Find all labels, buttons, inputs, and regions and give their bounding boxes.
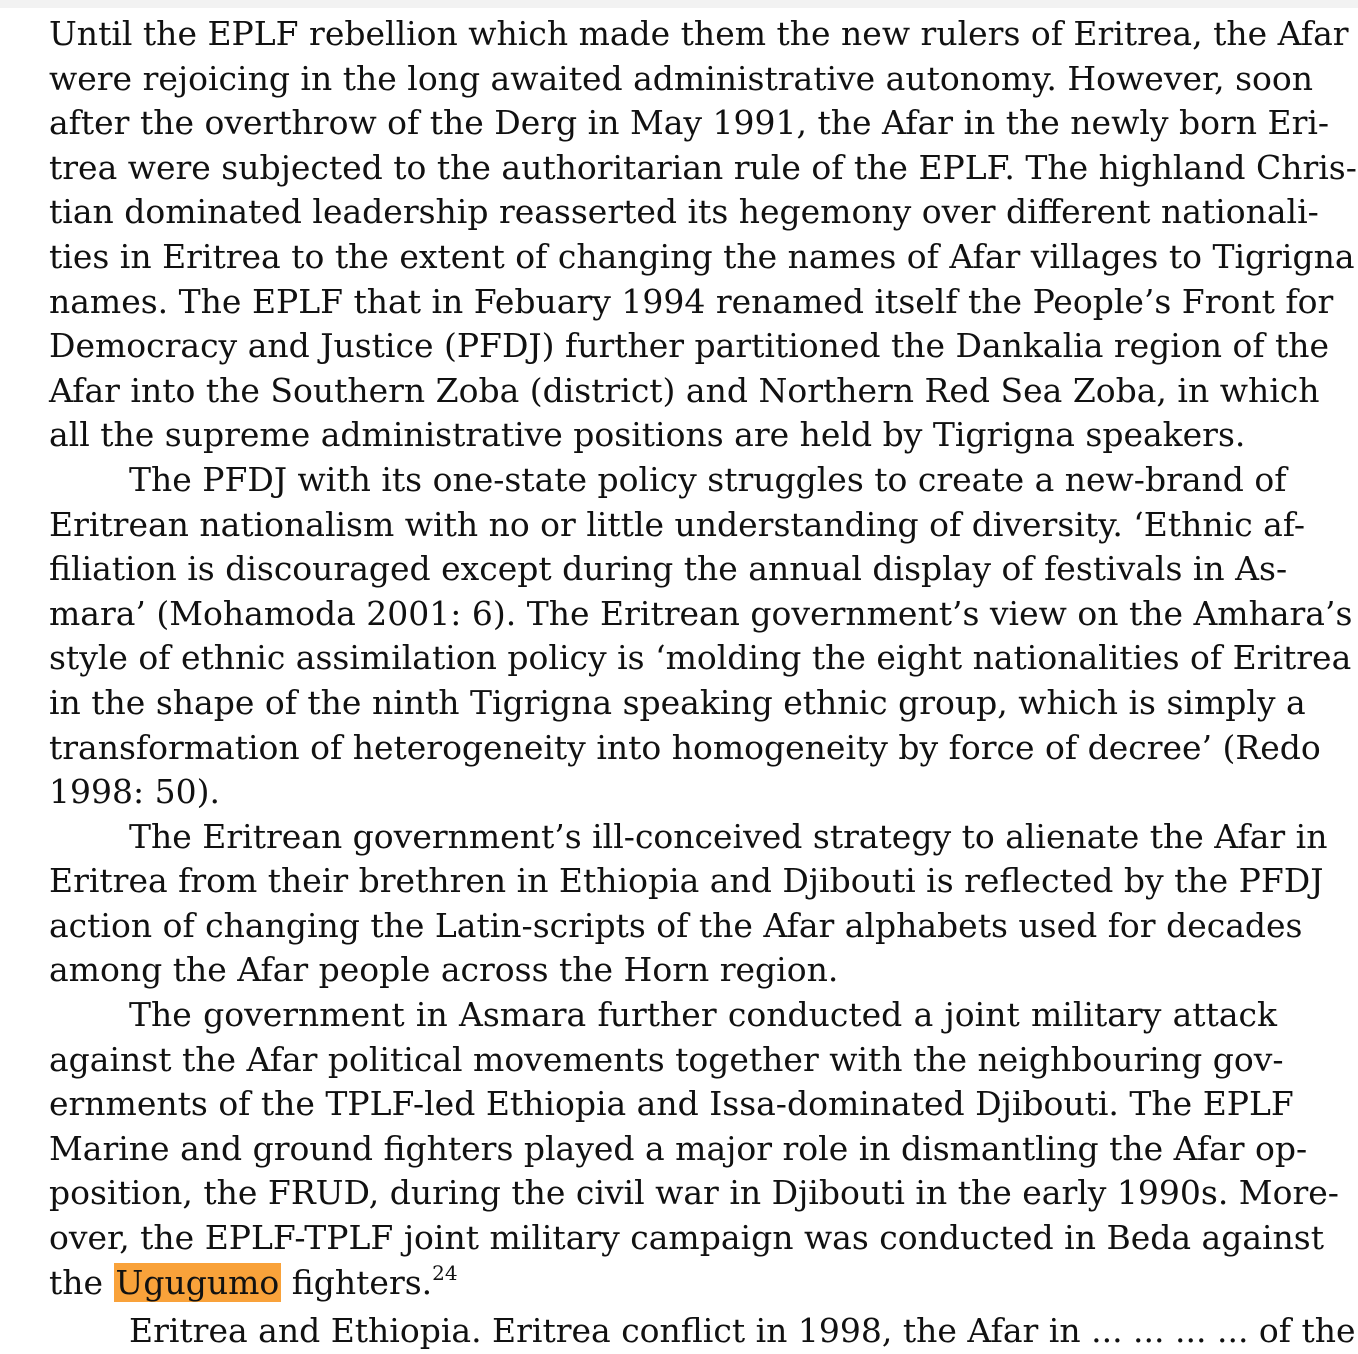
paragraph-1 xyxy=(49,12,1357,458)
text-line: Eritrean nationalism with no or little understanding of diversity. ‘Ethnic af- xyxy=(49,504,1306,544)
viewer-top-edge xyxy=(0,0,1358,8)
text-line: style of ethnic assimilation policy is ‘molding the eight nationalities of Eritrea xyxy=(49,638,1352,678)
highlighted-term[interactable]: Ugugumo xyxy=(115,1262,280,1302)
final-text-line xyxy=(49,1261,1277,1306)
document-page xyxy=(49,12,1357,1351)
text-fragment: the xyxy=(49,1262,114,1302)
text-line: ties in Eritrea to the extent of changing the names of Afar villages to Tigrigna xyxy=(49,236,1355,276)
text-line: The Eritrean government’s ill-conceived strategy to alienate the Afar in xyxy=(129,816,1328,856)
text-line: The government in Asmara further conducted a joint military attack xyxy=(129,995,1277,1035)
text-line: Afar into the Southern Zoba (district) and Northern Red Sea Zoba, in which xyxy=(49,370,1320,410)
text-line: all the supreme administrative positions are held by Tigrigna speakers. xyxy=(49,415,1246,455)
text-line: tian dominated leadership reasserted its hegemony over different nationali- xyxy=(49,192,1319,232)
text-line: mara’ (Mohamoda 2001: 6). The Eritrean government’s view on the Amhara’s xyxy=(49,593,1353,633)
text-line: against the Afar political movements together with the neighbouring gov- xyxy=(49,1039,1284,1079)
text-line: 1998: 50). xyxy=(49,772,220,812)
text-line: action of changing the Latin-scripts of the Afar alphabets used for decades xyxy=(49,905,1303,945)
text-fragment: fighters. xyxy=(281,1262,433,1302)
text-line: transformation of heterogeneity into homogeneity by force of decree’ (Redo xyxy=(49,727,1321,767)
text-line: in the shape of the ninth Tigrigna speaking ethnic group, which is simply a xyxy=(49,682,1306,722)
text-line: names. The EPLF that in Febuary 1994 renamed itself the People’s Front for xyxy=(49,281,1334,321)
text-line: among the Afar people across the Horn region. xyxy=(49,950,839,990)
text-line: Eritrea from their brethren in Ethiopia and Djibouti is reflected by the PFDJ xyxy=(49,861,1324,901)
text-line: Marine and ground fighters played a major role in dismantling the Afar op- xyxy=(49,1128,1308,1168)
text-line: after the overthrow of the Derg in May 1991, the Afar in the newly born Eri- xyxy=(49,103,1330,143)
text-line: The PFDJ with its one-state policy struggles to create a new-brand of xyxy=(129,459,1287,499)
text-line: over, the EPLF-TPLF joint military campaign was conducted in Beda against xyxy=(49,1218,1324,1258)
cut-off-text: Eritrea and Ethiopia. Eritrea conflict in 1998, the Afar in ... ... ... ... of the xyxy=(129,1311,1356,1351)
text-line: position, the FRUD, during the civil war in Djibouti in the early 1990s. More- xyxy=(49,1173,1339,1213)
paragraph-3 xyxy=(49,815,1328,993)
text-line: Democracy and Justice (PFDJ) further partitioned the Dankalia region of the xyxy=(49,326,1330,366)
paragraph-4 xyxy=(49,993,1339,1305)
paragraph-2 xyxy=(49,458,1353,815)
text-line: Until the EPLF rebellion which made them the new rulers of Eritrea, the Afar xyxy=(49,14,1349,53)
cut-off-next-line xyxy=(49,1309,1356,1351)
text-line: were rejoicing in the long awaited administrative autonomy. However, soon xyxy=(49,58,1314,98)
text-line: filiation is discouraged except during the annual display of festivals in As- xyxy=(49,549,1288,589)
text-line: ernments of the TPLF-led Ethiopia and Issa-dominated Djibouti. The EPLF xyxy=(49,1084,1294,1124)
footnote-marker[interactable]: 24 xyxy=(432,1260,458,1285)
text-line: trea were subjected to the authoritarian rule of the EPLF. The highland Chris- xyxy=(49,147,1357,187)
